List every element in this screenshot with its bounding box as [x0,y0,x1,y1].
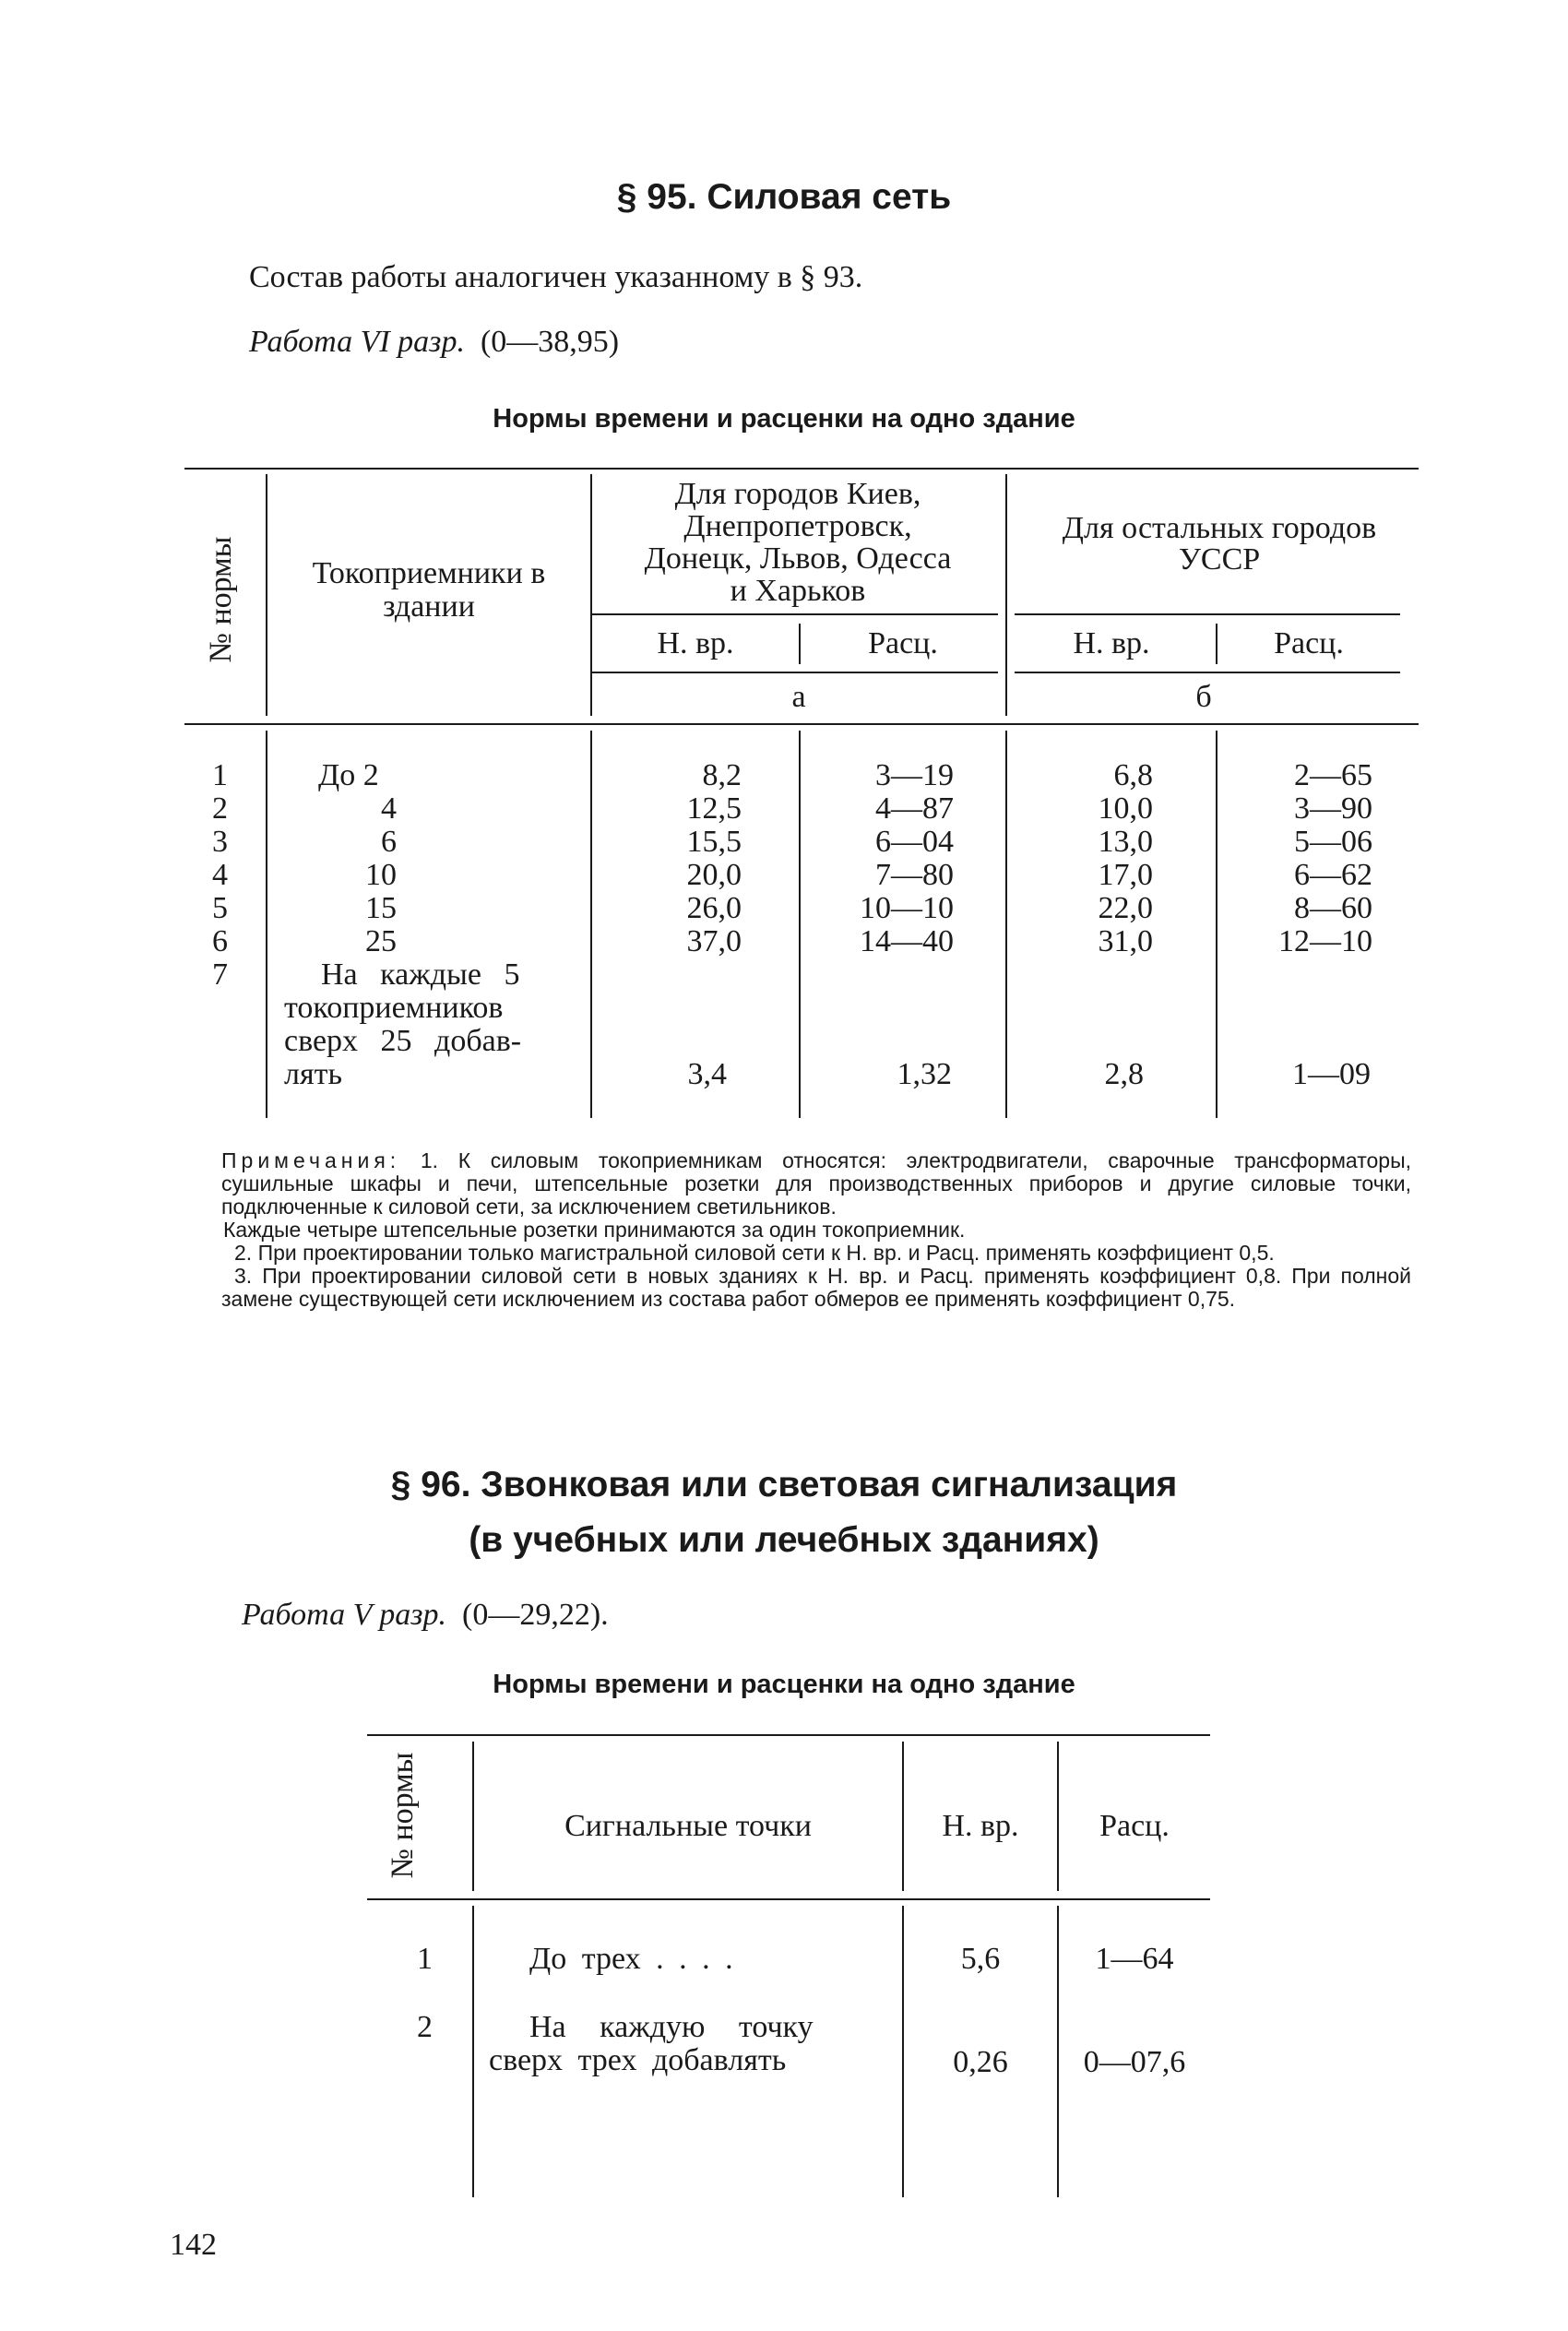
note-3: 3. При проектировании силовой сети в новых зданиях к Н. вр. и Расц. применять коэффициент 0,8. При полной замене существующей сети исключением из состава работ обмеров ее применять коэффициент 0,75. [221,1264,1411,1311]
row-number: 2 [212,791,228,826]
notes-block [221,1149,1411,1311]
row-a-nvr: 3,4 [687,1057,727,1091]
work-grade-label: Работа V разр. [242,1598,447,1632]
row-b-rasc: 6—62 [1294,858,1372,892]
col-header-nvr: Н. вр. [942,1809,1019,1843]
row7-line-4: лять [284,1057,342,1091]
row-number: 7 [212,957,228,992]
row-b-rasc: 2—65 [1294,758,1372,792]
row-receivers: 6 [381,825,397,859]
row7-line-3: сверх 25 добав- [284,1024,522,1058]
work-grade-rate: (0—38,95) [480,325,620,359]
row-number: 3 [212,825,228,859]
sub-header-b-rasc: Расц. [1274,626,1344,660]
row-a-nvr: 37,0 [686,924,742,958]
table-96-title: Нормы времени и расценки на одно здание [493,1670,1075,1699]
col-header-rasc: Расц. [1099,1809,1170,1843]
page-number: 142 [170,2228,217,2262]
row-rasc: 0—07,6 [1083,2045,1186,2079]
note-2: 2. При проектировании только магистральной силовой сети к Н. вр. и Расц. применять коэффициент 0,5. [234,1241,1275,1265]
sub-header-a-nvr: Н. вр. [657,626,734,660]
row-b-nvr: 13,0 [1098,825,1153,859]
col-header-receivers: Токоприемники в здании [312,556,546,624]
section-95-heading: § 95. Силовая сеть [616,177,952,217]
row-a-nvr: 20,0 [686,858,742,892]
col-header-signal-points: Сигнальные точки [564,1809,812,1843]
note-1b: Каждые четыре штепсельные розетки принимаются за один токоприемник. [223,1218,966,1242]
col-header-norm-number: № нормы [386,1752,420,1879]
row-b-rasc: 3—90 [1294,791,1372,826]
row-b-nvr: 31,0 [1098,924,1153,958]
row-b-rasc: 12—10 [1278,924,1372,958]
row-b-rasc: 8—60 [1294,891,1372,925]
col-group-a-header [590,478,1005,607]
sub-header-b-nvr: Н. вр. [1073,626,1150,660]
row-number: 4 [212,858,228,892]
row7-line-2: токоприемников [284,991,504,1025]
row-a-rasc: 1,32 [897,1057,952,1091]
notes-label: Примечания: [221,1148,401,1172]
row2-line-2: сверх трех добавлять [489,2043,787,2077]
group-a-line-2: Днепропетровск, [683,509,912,543]
row-number: 1 [417,1942,433,1976]
row-b-rasc: 5—06 [1294,825,1372,859]
row-a-rasc: 3—19 [875,758,954,792]
row-number: 2 [417,2010,433,2044]
row-a-rasc: 4—87 [875,791,954,826]
row-a-rasc: 14—40 [860,924,954,958]
col-header-norm-number: № нормы [204,536,238,663]
group-b-line-1: Для остальных городов [1062,511,1377,545]
row-b-nvr: 22,0 [1098,891,1153,925]
row-receivers: 15 [365,891,397,925]
section-96-work-grade [242,1598,609,1633]
row-b-nvr: 2,8 [1104,1057,1144,1091]
row-b-nvr: 17,0 [1098,858,1153,892]
row-number: 6 [212,924,228,958]
col-group-b-header [1007,513,1431,576]
row2-line-1: На каждую точку [529,2010,814,2044]
row7-line-1: На каждые 5 [321,957,520,992]
section-96-heading-line-2: (в учебных или лечебных зданиях) [469,1520,1099,1560]
row-rasc: 1—64 [1095,1942,1174,1976]
column-letter-a: а [791,680,806,714]
row-b-nvr: 6,8 [1113,758,1153,792]
sub-header-a-rasc: Расц. [868,626,938,660]
row-a-rasc: 6—04 [875,825,954,859]
work-grade-label: Работа VI разр. [249,325,465,359]
row-receivers: 10 [365,858,397,892]
row-a-nvr: 26,0 [686,891,742,925]
group-b-line-2: УССР [1178,542,1261,577]
table-95-title: Нормы времени и расценки на одно здание [493,404,1075,434]
group-a-line-1: Для городов Киев, [674,477,921,511]
row-points [489,2011,895,2077]
row-receivers: 4 [381,791,397,826]
row-nvr: 0,26 [953,2045,1008,2079]
note-1: 1. К силовым токоприемникам относятся: электродвигатели, сварочные трансформаторы, сушильные шкафы и печи, штепсельные розетки для производственных приборов и другие силовые точки, подключенные к силовой сети, за исключением светильников. [221,1148,1411,1219]
work-grade-rate: (0—29,22). [462,1598,609,1632]
row-a-rasc: 10—10 [860,891,954,925]
row-number: 5 [212,891,228,925]
row-receivers [284,958,585,1091]
row-receivers: 25 [365,924,397,958]
row-a-rasc: 7—80 [875,858,954,892]
row-a-nvr: 8,2 [702,758,742,792]
row-a-nvr: 15,5 [686,825,742,859]
row-points: До трех . . . . [529,1942,733,1976]
row-receivers: До 2 [318,758,379,792]
section-96-heading-line-1: § 96. Звонковая или световая сигнализация [390,1465,1178,1504]
section-95-work-grade [249,325,619,360]
row-b-nvr: 10,0 [1098,791,1153,826]
group-a-line-4: и Харьков [730,574,866,608]
row-a-nvr: 12,5 [686,791,742,826]
group-a-line-3: Донецк, Львов, Одесса [644,541,952,576]
row-nvr: 5,6 [960,1942,1001,1976]
row-b-rasc: 1—09 [1292,1057,1371,1091]
row-number: 1 [212,758,228,792]
column-letter-b: б [1195,680,1212,714]
section-95-composition: Состав работы аналогичен указанному в § 93. [249,260,863,294]
